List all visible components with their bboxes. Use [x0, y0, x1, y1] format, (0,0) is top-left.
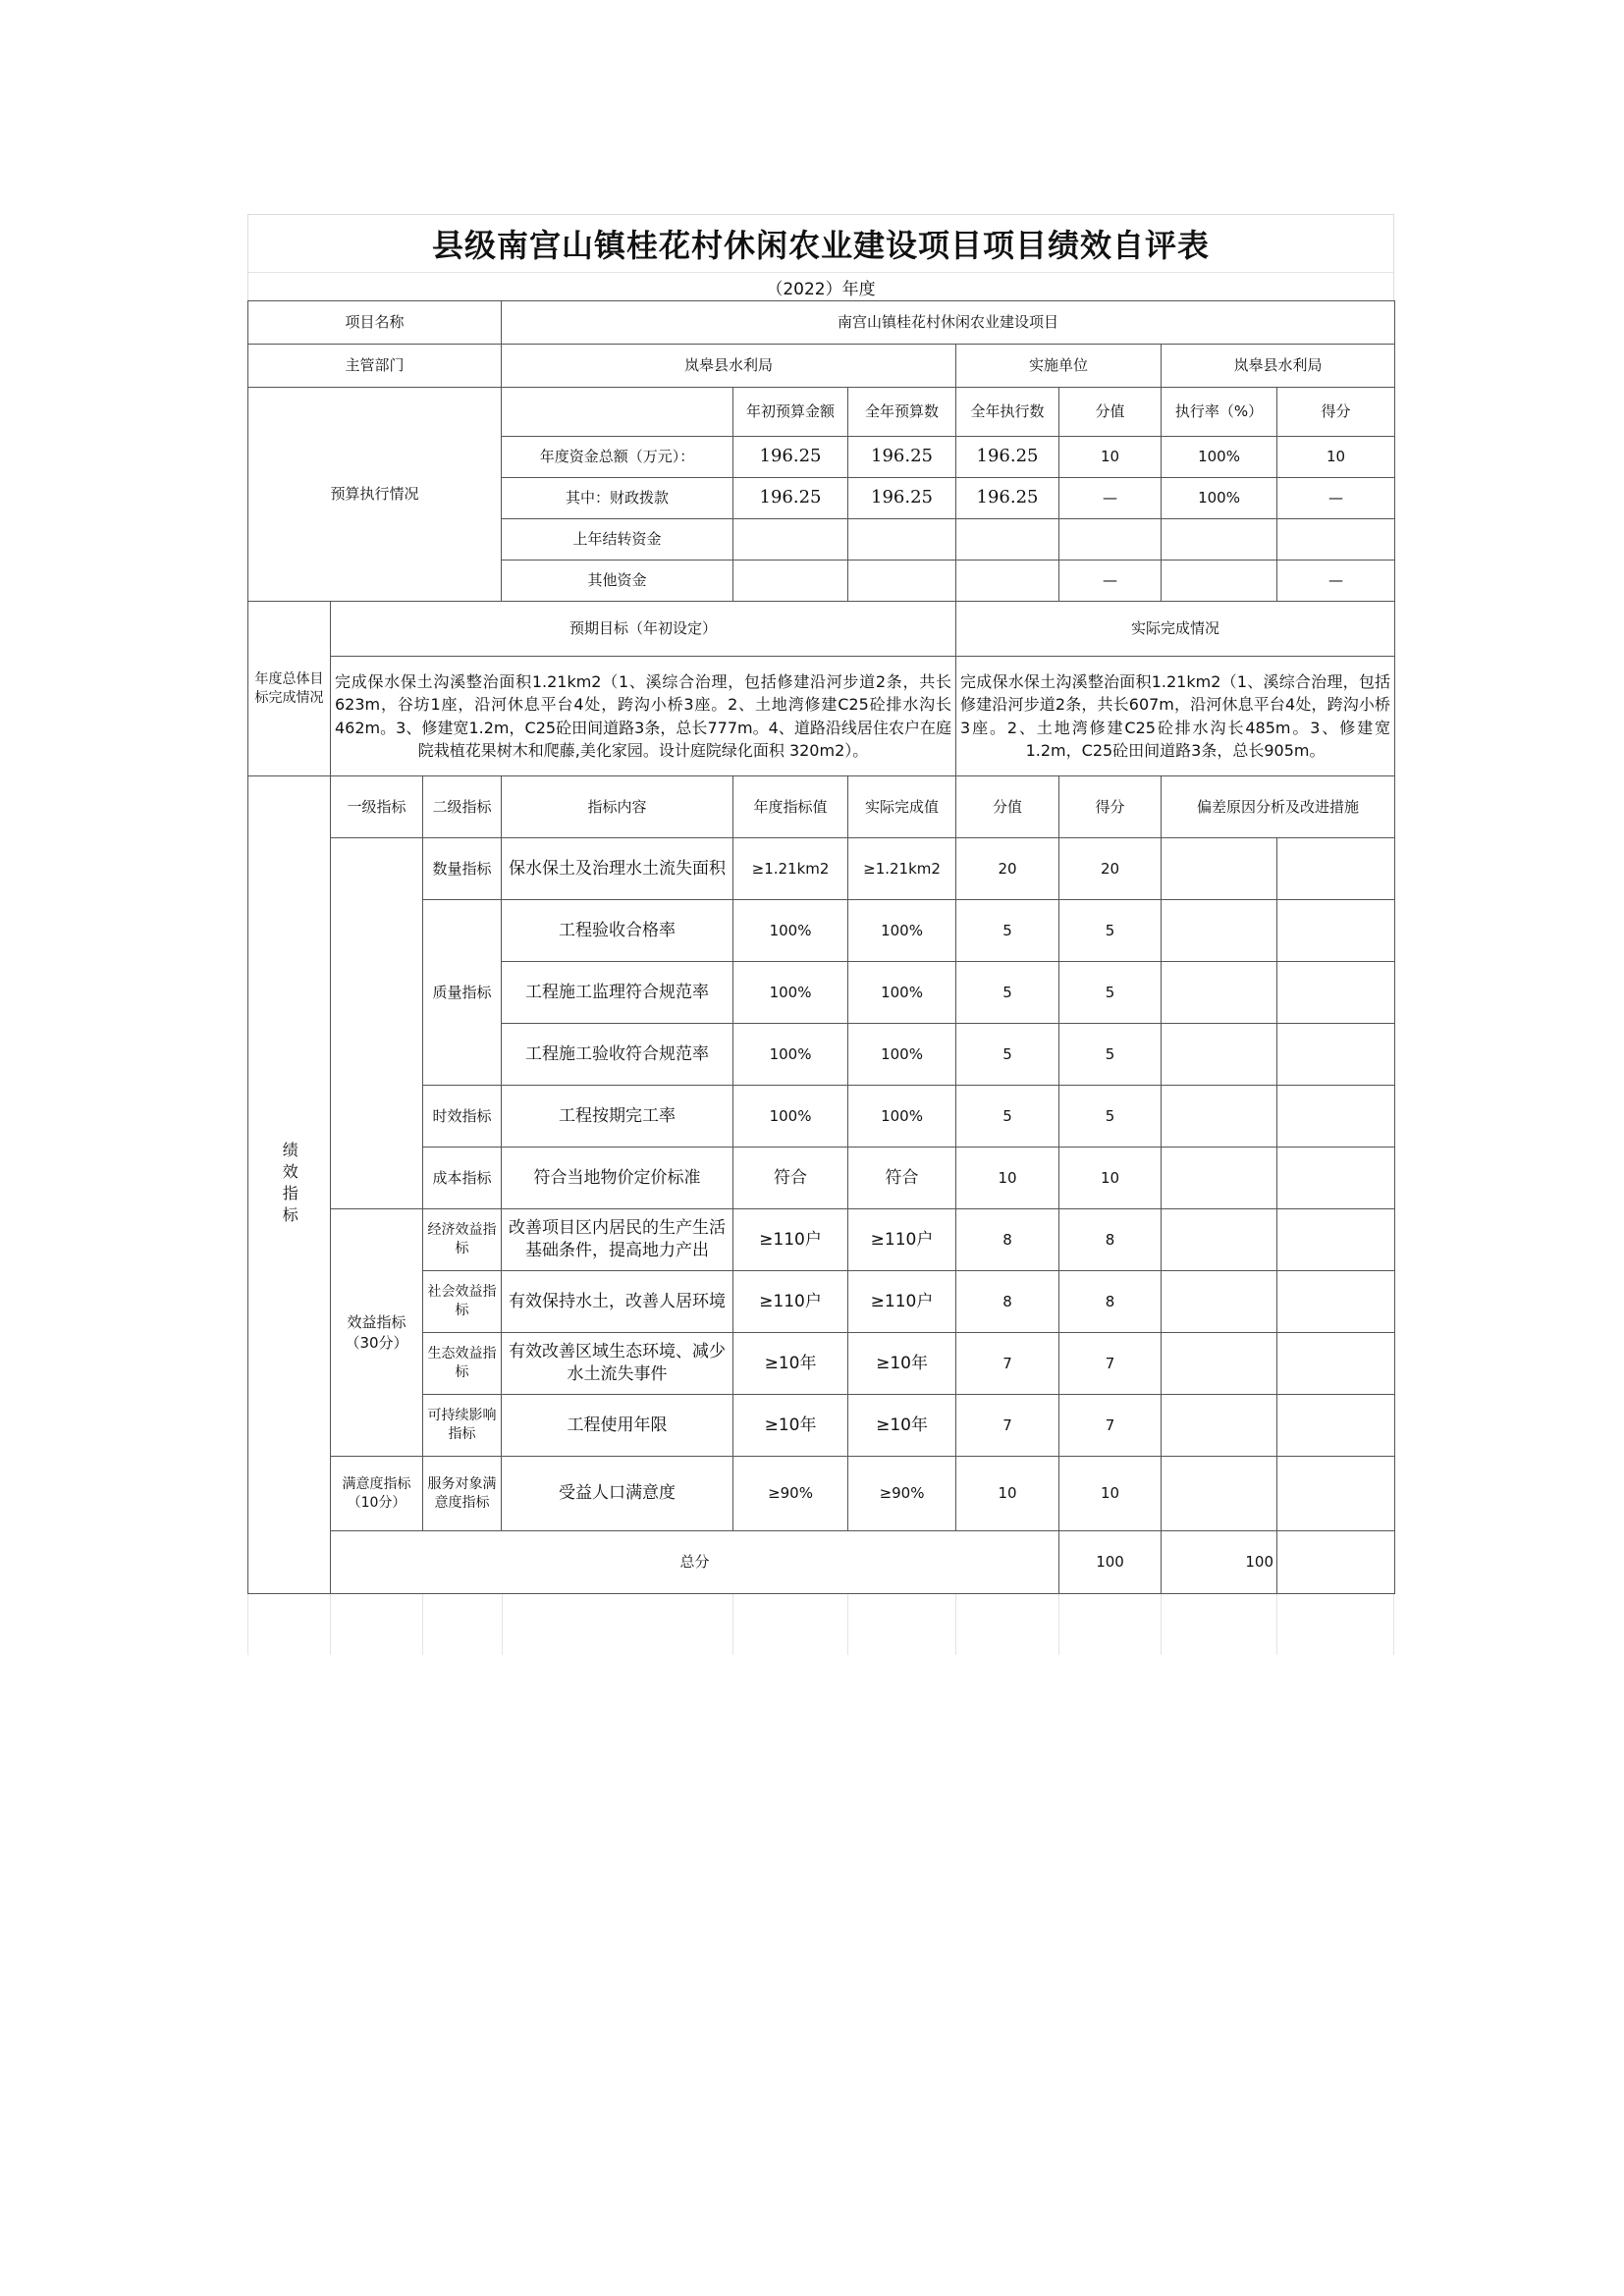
indicator-content: 保水保土及治理水土流失面积 [502, 838, 733, 900]
deviation-cell [1162, 1395, 1277, 1457]
budget-cell: 196.25 [956, 478, 1059, 519]
budget-cell: 196.25 [956, 437, 1059, 478]
budget-cell [1162, 519, 1277, 561]
goals-content-row [248, 657, 1395, 776]
indicator-target: ≥90% [733, 1457, 848, 1531]
perf-header-row [248, 776, 1395, 838]
deviation-cell [1277, 1457, 1395, 1531]
indicator-actual: 100% [848, 962, 956, 1024]
budget-header-cell: 分值 [1059, 388, 1162, 437]
total-score: 100 [1059, 1531, 1162, 1594]
level2-indicator: 可持续影响指标 [423, 1395, 502, 1457]
deviation-cell [1162, 1086, 1277, 1148]
budget-cell: — [1277, 478, 1395, 519]
budget-header-cell: 执行率（%） [1162, 388, 1277, 437]
actual-goal-text: 完成保水保土沟溪整治面积1.21km2（1、溪综合治理，包括修建沿河步道2条，共长607m，沿河休息平台4处，跨沟小桥3座。2、土地湾修建C25砼排水沟长485m。3、修建宽1.2m，C25砼田间道路3条，总长905m。 [956, 657, 1395, 776]
level2-indicator: 成本指标 [423, 1148, 502, 1209]
total-row [248, 1531, 1395, 1594]
budget-cell [733, 561, 848, 602]
indicator-target: 100% [733, 962, 848, 1024]
goals-header-row [248, 602, 1395, 657]
deviation-cell [1277, 1209, 1395, 1271]
indicator-score: 5 [956, 962, 1059, 1024]
level2-indicator: 质量指标 [423, 900, 502, 1086]
indicator-got: 7 [1059, 1395, 1162, 1457]
goals-section-label: 年度总体目标完成情况 [248, 602, 331, 776]
budget-header-cell: 年初预算金额 [733, 388, 848, 437]
budget-cell: — [1059, 561, 1162, 602]
deviation-cell [1162, 1024, 1277, 1086]
level2-indicator: 生态效益指标 [423, 1333, 502, 1395]
budget-cell [956, 519, 1059, 561]
deviation-cell [1277, 900, 1395, 962]
indicator-target: ≥10年 [733, 1333, 848, 1395]
expected-goal-label: 预期目标（年初设定） [331, 602, 956, 657]
budget-cell: — [1059, 478, 1162, 519]
title-row [247, 214, 1394, 272]
perf-section-label: 绩效指标 [248, 776, 331, 1594]
indicator-score: 8 [956, 1271, 1059, 1333]
indicator-actual: 100% [848, 1024, 956, 1086]
budget-cell: 196.25 [733, 478, 848, 519]
deviation-cell [1162, 1209, 1277, 1271]
indicator-actual: ≥90% [848, 1457, 956, 1531]
indicator-target: ≥110户 [733, 1209, 848, 1271]
indicator-score: 8 [956, 1209, 1059, 1271]
perf-header-cell: 偏差原因分析及改进措施 [1162, 776, 1395, 838]
dept-value: 岚皋县水利局 [502, 345, 956, 388]
deviation-cell [1277, 1395, 1395, 1457]
indicator-got: 5 [1059, 1086, 1162, 1148]
project-name-row [248, 301, 1395, 345]
dept-label: 主管部门 [248, 345, 502, 388]
deviation-cell [1162, 962, 1277, 1024]
deviation-cell [1277, 1148, 1395, 1209]
total-label: 总分 [331, 1531, 1059, 1594]
budget-header-blank [502, 388, 733, 437]
indicator-actual: 符合 [848, 1148, 956, 1209]
indicator-score: 5 [956, 1024, 1059, 1086]
indicator-target: 100% [733, 1086, 848, 1148]
indicator-target: ≥1.21km2 [733, 838, 848, 900]
budget-cell [1162, 561, 1277, 602]
benefit-indicator-label: 效益指标（30分） [331, 1209, 423, 1457]
perf-header-cell: 二级指标 [423, 776, 502, 838]
indicator-content: 工程按期完工率 [502, 1086, 733, 1148]
indicator-content: 改善项目区内居民的生产生活基础条件，提高地力产出 [502, 1209, 733, 1271]
indicator-content: 工程施工验收符合规范率 [502, 1024, 733, 1086]
deviation-cell [1277, 962, 1395, 1024]
level2-indicator: 时效指标 [423, 1086, 502, 1148]
perf-header-cell: 指标内容 [502, 776, 733, 838]
deviation-cell [1162, 1148, 1277, 1209]
budget-section-label: 预算执行情况 [248, 388, 502, 602]
deviation-cell [1162, 838, 1277, 900]
indicator-got: 7 [1059, 1333, 1162, 1395]
indicator-score: 5 [956, 900, 1059, 962]
impl-label: 实施单位 [956, 345, 1162, 388]
budget-row-label: 年度资金总额（万元）： [502, 437, 733, 478]
perf-header-cell: 得分 [1059, 776, 1162, 838]
indicator-row [248, 838, 1395, 900]
evaluation-sheet [247, 214, 1394, 1594]
level2-indicator: 经济效益指标 [423, 1209, 502, 1271]
indicator-row [248, 1457, 1395, 1531]
indicator-target: ≥10年 [733, 1395, 848, 1457]
indicator-got: 10 [1059, 1148, 1162, 1209]
year-row [247, 272, 1394, 300]
expected-goal-text: 完成保水保土沟溪整治面积1.21km2（1、溪综合治理，包括修建沿河步道2条，共长623m，谷坊1座，沿河休息平台4处，跨沟小桥3座。2、土地湾修建C25砼排水沟长462m。3、修建宽1.2m，C25砼田间道路3条，总长777m。4、道路沿线居住农户在庭院栽植花果树木和爬藤,美化家园。设计庭院绿化面积 320m2）。 [331, 657, 956, 776]
satisfaction-indicator-label: 满意度指标（10分） [331, 1457, 423, 1531]
indicator-actual: 100% [848, 900, 956, 962]
indicator-got: 5 [1059, 900, 1162, 962]
indicator-content: 有效保持水土，改善人居环境 [502, 1271, 733, 1333]
indicator-actual: ≥1.21km2 [848, 838, 956, 900]
budget-cell: 196.25 [848, 437, 956, 478]
indicator-actual: ≥10年 [848, 1333, 956, 1395]
deviation-cell [1277, 1333, 1395, 1395]
indicator-got: 8 [1059, 1209, 1162, 1271]
indicator-target: 符合 [733, 1148, 848, 1209]
budget-cell [1059, 519, 1162, 561]
indicator-row [248, 1209, 1395, 1271]
indicator-actual: ≥10年 [848, 1395, 956, 1457]
indicator-content: 受益人口满意度 [502, 1457, 733, 1531]
performance-table [247, 300, 1395, 1594]
budget-cell: — [1277, 561, 1395, 602]
budget-cell [848, 519, 956, 561]
indicator-actual: 100% [848, 1086, 956, 1148]
deviation-cell [1162, 900, 1277, 962]
actual-goal-label: 实际完成情况 [956, 602, 1395, 657]
dept-row [248, 345, 1395, 388]
perf-header-cell: 实际完成值 [848, 776, 956, 838]
perf-header-cell: 分值 [956, 776, 1059, 838]
output-indicator-group [331, 838, 423, 1209]
level2-indicator: 服务对象满意度指标 [423, 1457, 502, 1531]
indicator-actual: ≥110户 [848, 1271, 956, 1333]
budget-cell: 196.25 [733, 437, 848, 478]
budget-row-label: 其他资金 [502, 561, 733, 602]
level2-indicator: 社会效益指标 [423, 1271, 502, 1333]
deviation-cell [1277, 838, 1395, 900]
deviation-cell [1162, 1333, 1277, 1395]
impl-value: 岚皋县水利局 [1162, 345, 1395, 388]
year-label: （2022）年度 [766, 279, 876, 299]
deviation-cell [1277, 1024, 1395, 1086]
indicator-got: 8 [1059, 1271, 1162, 1333]
indicator-score: 10 [956, 1457, 1059, 1531]
budget-header-cell: 全年执行数 [956, 388, 1059, 437]
indicator-content: 符合当地物价定价标准 [502, 1148, 733, 1209]
indicator-actual: ≥110户 [848, 1209, 956, 1271]
budget-row-label: 其中：财政拨款 [502, 478, 733, 519]
budget-header-cell: 全年预算数 [848, 388, 956, 437]
budget-header-cell: 得分 [1277, 388, 1395, 437]
budget-cell: 196.25 [848, 478, 956, 519]
indicator-score: 10 [956, 1148, 1059, 1209]
indicator-got: 20 [1059, 838, 1162, 900]
budget-cell: 10 [1059, 437, 1162, 478]
page-title: 县级南宫山镇桂花村休闲农业建设项目项目绩效自评表 [431, 227, 1210, 264]
indicator-score: 7 [956, 1333, 1059, 1395]
budget-row-label: 上年结转资金 [502, 519, 733, 561]
indicator-got: 5 [1059, 962, 1162, 1024]
indicator-target: 100% [733, 900, 848, 962]
budget-cell: 100% [1162, 478, 1277, 519]
deviation-cell [1277, 1271, 1395, 1333]
deviation-cell [1277, 1086, 1395, 1148]
faint-gridlines [247, 1594, 1394, 1655]
budget-cell [956, 561, 1059, 602]
budget-cell: 100% [1162, 437, 1277, 478]
deviation-cell [1162, 1271, 1277, 1333]
budget-cell: 10 [1277, 437, 1395, 478]
indicator-score: 7 [956, 1395, 1059, 1457]
project-name-value: 南宫山镇桂花村休闲农业建设项目 [502, 301, 1395, 345]
budget-cell [733, 519, 848, 561]
total-blank [1277, 1531, 1395, 1594]
perf-header-cell: 年度指标值 [733, 776, 848, 838]
indicator-content: 工程施工监理符合规范率 [502, 962, 733, 1024]
budget-cell [1277, 519, 1395, 561]
project-name-label: 项目名称 [248, 301, 502, 345]
indicator-content: 工程验收合格率 [502, 900, 733, 962]
indicator-score: 5 [956, 1086, 1059, 1148]
indicator-target: 100% [733, 1024, 848, 1086]
indicator-score: 20 [956, 838, 1059, 900]
deviation-cell [1162, 1457, 1277, 1531]
level2-indicator: 数量指标 [423, 838, 502, 900]
indicator-got: 5 [1059, 1024, 1162, 1086]
perf-header-cell: 一级指标 [331, 776, 423, 838]
total-got: 100 [1162, 1531, 1277, 1594]
budget-header-row [248, 388, 1395, 437]
indicator-content: 工程使用年限 [502, 1395, 733, 1457]
budget-cell [848, 561, 956, 602]
indicator-target: ≥110户 [733, 1271, 848, 1333]
indicator-content: 有效改善区域生态环境、减少水土流失事件 [502, 1333, 733, 1395]
indicator-got: 10 [1059, 1457, 1162, 1531]
